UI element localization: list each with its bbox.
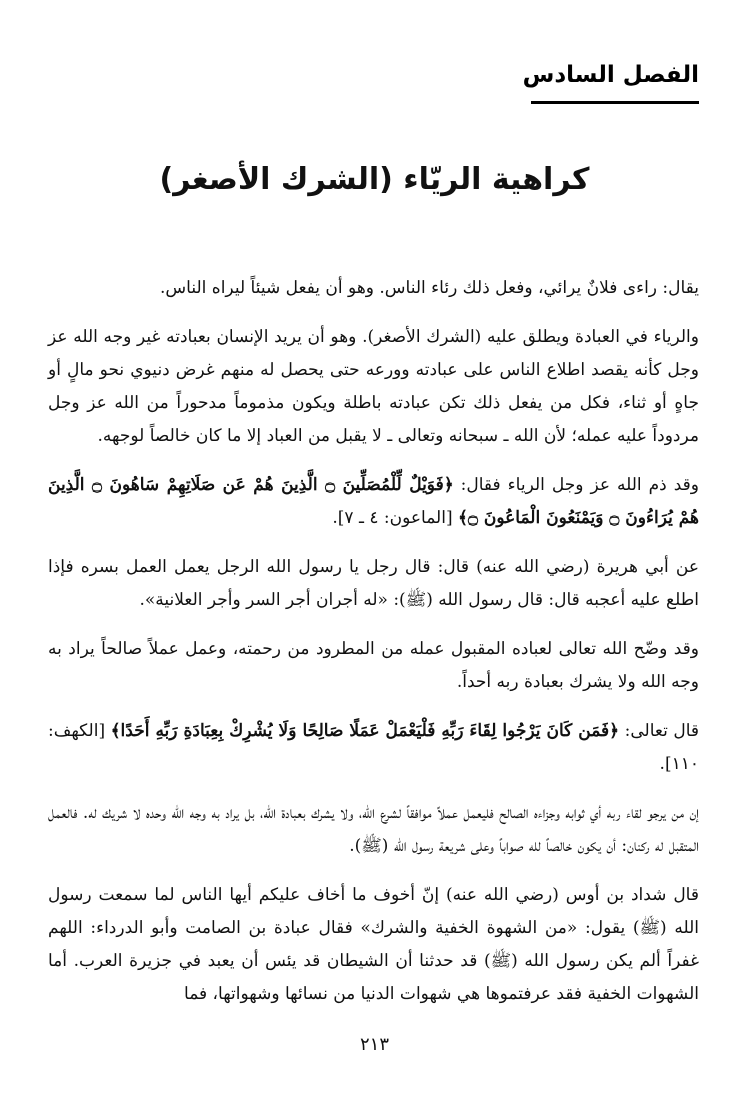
paragraph-definition: يقال: راءى فلانٌ يرائي، وفعل ذلك رئاء الناس. وهو أن يفعل شيئاً ليراه الناس.: [160, 278, 699, 298]
paragraph-lead: قال تعالى:: [619, 721, 699, 741]
quran-verse: ﴿فَوَيْلٌ لِّلْمُصَلِّينَ ۝ الَّذِينَ هُمْ عَن صَلَاتِهِمْ سَاهُونَ ۝ الَّذِينَ هُمْ يُرَاءُونَ ۝ وَيَمْنَعُونَ الْمَاعُونَ ۝﴾: [48, 475, 699, 528]
page-title: كراهية الريّاء (الشرك الأصغر): [159, 162, 590, 197]
paragraph-quran-maun: [48, 469, 699, 535]
paragraph-riya-worship: والرياء في العبادة ويطلق عليه (الشرك الأصغر). وهو أن يريد الإنسان بعبادته غير وجه الله عز وجل كأنه يقصد اطلاع الناس على عبادته وورعه حتى يحصل له منهم غرض دنيوي نحو مالٍ أو جاهٍ أو ثناء، فكل من يفعل ذلك تكن عبادته باطلة ويكون مذموماً مدحوراً من الله عز وجل مردوداً عليه عمله؛ لأن الله ـ سبحانه وتعالى ـ لا يقبل من العباد إلا ما كان خالصاً لوجهه.: [48, 327, 699, 446]
paragraph-hadith-abu-hurairah: عن أبي هريرة (رضي الله عنه) قال: قال رجل يا رسول الله الرجل يعمل العمل بسره فإذا اطلع عليه أعجبه قال: قال رسول الله (ﷺ): «له أجران أجر السر وأجر العلانية».: [48, 557, 699, 610]
paragraph-two-pillars: إن من يرجو لقاء ربه أي ثوابه وجزاءه الصالح فليعمل عملاً موافقاً لشرع الله، ولا يشرك بعبادة الله، بل يراد به وجه الله وحده لا شريك له. فالعمل المتقبل له ركنان: أن يكون خالصاً لله صواباً وعلى شريعة رسول الله (ﷺ).: [48, 803, 699, 856]
verse-reference: [الكهف: ١١٠].: [48, 721, 699, 774]
paragraph-lead: وقد ذم الله عز وجل الرياء فقال:: [453, 475, 699, 495]
paragraph-quran-kahf: [48, 715, 699, 781]
body-text: [48, 272, 699, 1027]
chapter-underline: [531, 101, 699, 104]
page-number: ٢١٣: [359, 1034, 389, 1055]
quran-verse: ﴿فَمَن كَانَ يَرْجُوا لِقَاءَ رَبِّهِ فَلْيَعْمَلْ عَمَلًا صَالِحًا وَلَا يُشْرِكْ بِعِبَادَةِ رَبِّهِ أَحَدًا﴾: [110, 721, 620, 741]
paragraph-shaddad-hadith: قال شداد بن أوس (رضي الله عنه) إنّ أخوف ما أخاف عليكم أيها الناس لما سمعت رسول الله (ﷺ) يقول: «من الشهوة الخفية والشرك» فقال عبادة بن الصامت وأبو الدرداء: اللهم غفراً ألم يكن رسول الله (ﷺ) قد حدثنا أن الشيطان قد يئس أن يعبد في جزيرة العرب. أما الشهوات الخفية فقد عرفتموها هي شهوات الدنيا من نسائها وشهواتها، فما: [48, 885, 699, 1004]
verse-reference: [الماعون: ٤ ـ ٧].: [332, 508, 458, 528]
paragraph-accepted-deed: وقد وضّح الله تعالى لعباده المقبول عمله من المطرود من رحمته، وعمل عملاً صالحاً يراد به وجه الله ولا يشرك بعبادة ربه أحداً.: [48, 639, 699, 692]
chapter-label: الفصل السادس: [522, 62, 699, 88]
